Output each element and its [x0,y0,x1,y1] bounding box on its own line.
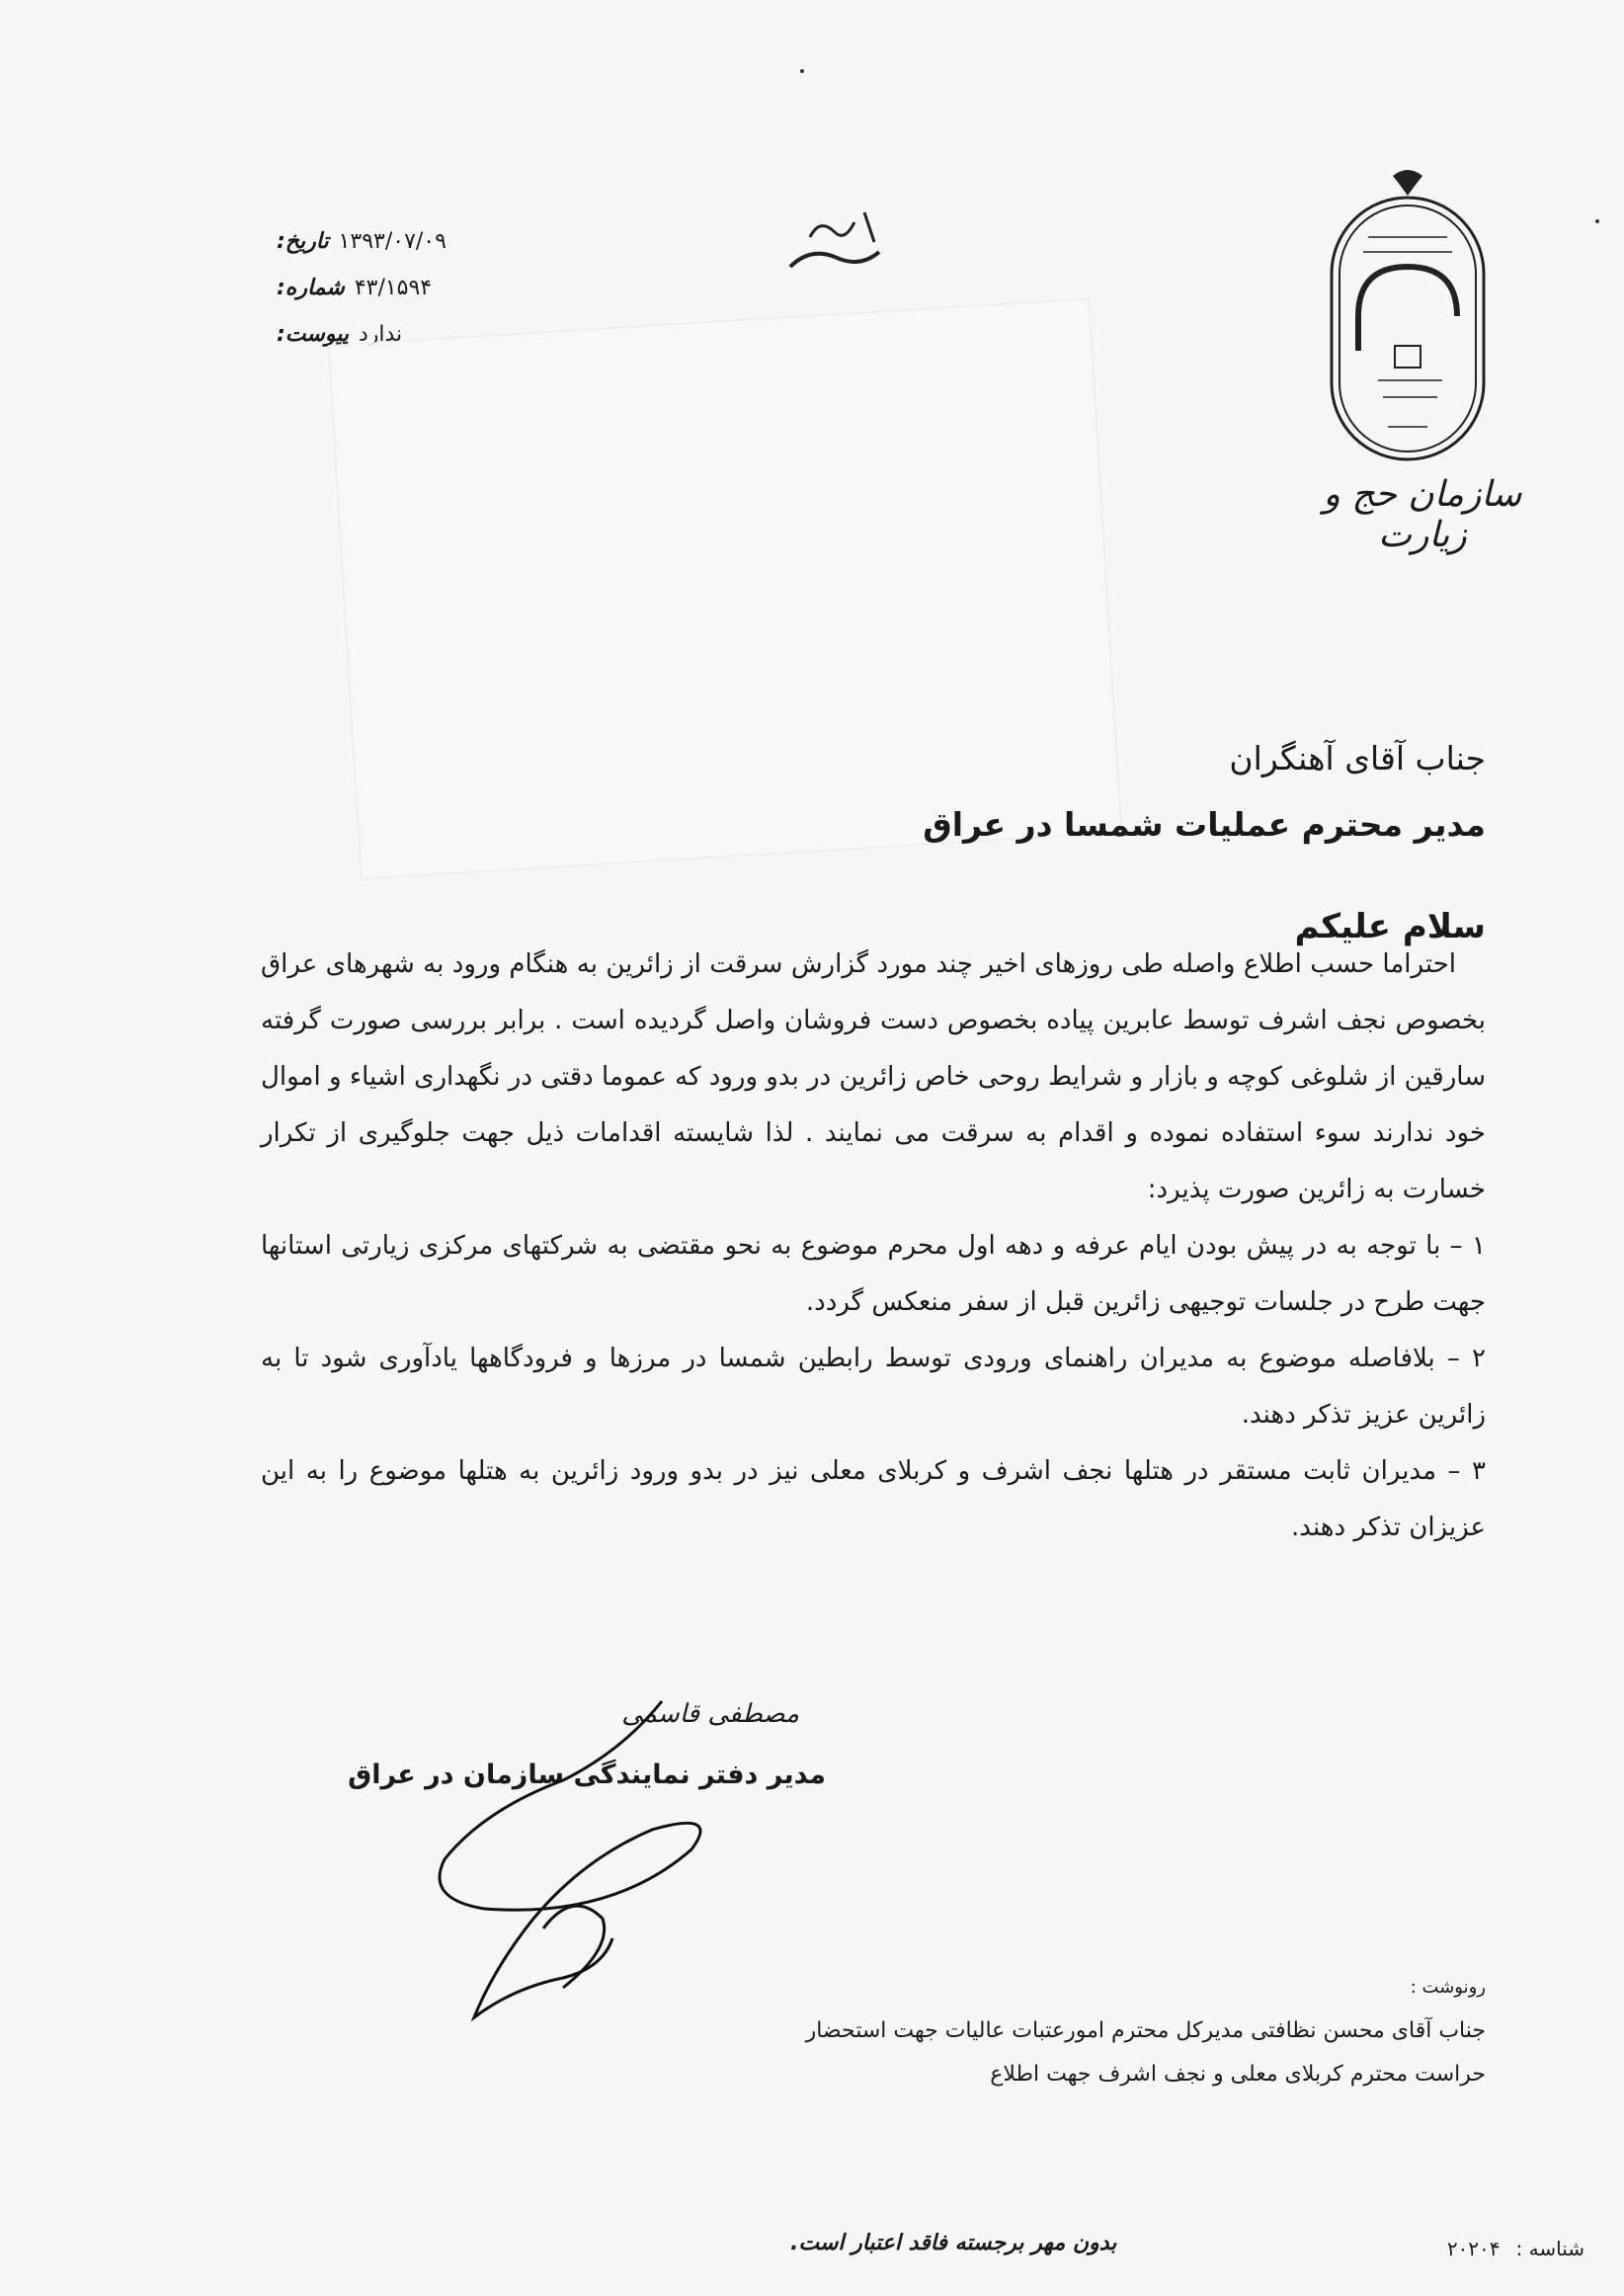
carbon-copy-block [597,1966,1486,2096]
organization-name: سازمان حج و زیارت [1323,474,1522,555]
date-value: ۱۳۹۳/۰۷/۰۹ [338,229,447,254]
letter-body [261,937,1486,1556]
document-id-label: شناسه : [1515,2237,1584,2260]
greeting: سلام علیکم [1294,907,1486,946]
signatory-title: مدیر دفتر نمایندگی سازمان در عراق [348,1760,826,1790]
document-id [1447,2237,1584,2260]
cc-recipient-2: حراست محترم کربلای معلی و نجف اشرف جهت اطلاع [990,2062,1486,2087]
attachment-label: پیوست: [277,322,349,347]
addressee-title: مدیر محترم عملیات شمسا در عراق [923,805,1486,844]
stamp-validity-note: بدون مهر برجسته فاقد اعتبار است. [790,2231,1117,2255]
cc-recipient-1: جناب آقای محسن نظافتی مدیرکل محترم امورعتبات عالیات جهت استحضار [805,2018,1486,2043]
body-item-2: ۲ – بلافاصله موضوع به مدیران راهنمای ورودی توسط رابطین شمسا در مرزها و فرودگاهها یادآوری شود تا به زائرین عزیز تذکر دهند. [261,1344,1486,1430]
number-value: ۴۳/۱۵۹۴ [354,276,433,300]
attachment-value: ندارد [358,322,403,347]
calligraphy-mark-icon [780,198,889,306]
body-item-1: ۱ – با توجه به در پیش بودن ایام عرفه و دهه اول محرم موضوع به نحو مقتضی به شرکتهای مرکزی زیارتی استانها جهت طرح در جلسات توجیهی زائرین قبل از سفر منعکس گردد. [261,1231,1486,1317]
date-row [277,229,533,254]
body-paragraph: احتراما حسب اطلاع واصله طی روزهای اخیر چند مورد گزارش سرقت از زائرین به هنگام ورود به شهرهای عراق بخصوص نجف اشرف توسط عابرین پیاده بخصوص دست فروشان واصل گردیده است . برابر بررسی صورت گرفته سارقین از شلوغی کوچه و بازار و شرایط روحی خاص زائرین در بدو ورود که عموما دقتی در نگهداری اشیاء و اموال خود ندارند سوء استفاده نموده و اقدام به سرقت می نمایند . لذا شایسته اقدامات ذیل جهت جلوگیری از تکرار خسارت به زائرین صورت پذیرد: [261,949,1486,1204]
number-row [277,276,533,300]
cc-title: رونوشت : [1410,1977,1486,1998]
addressee-name: جناب آقای آهنگران [1229,739,1486,778]
body-item-3: ۳ – مدیران ثابت مستقر در هتلها نجف اشرف و کربلای معلی نیز در بدو ورود زائرین به هتلها موضوع را به این عزیزان تذکر دهند. [261,1456,1486,1542]
number-label: شماره: [277,276,345,300]
signatory-name: مصطفی قاسمی [621,1699,799,1729]
document-id-value: ۲۰۲۰۴ [1446,2237,1501,2260]
attached-note-paper [328,298,1122,879]
date-label: تاریخ: [277,229,329,254]
hajj-organization-emblem-icon [1324,168,1492,464]
